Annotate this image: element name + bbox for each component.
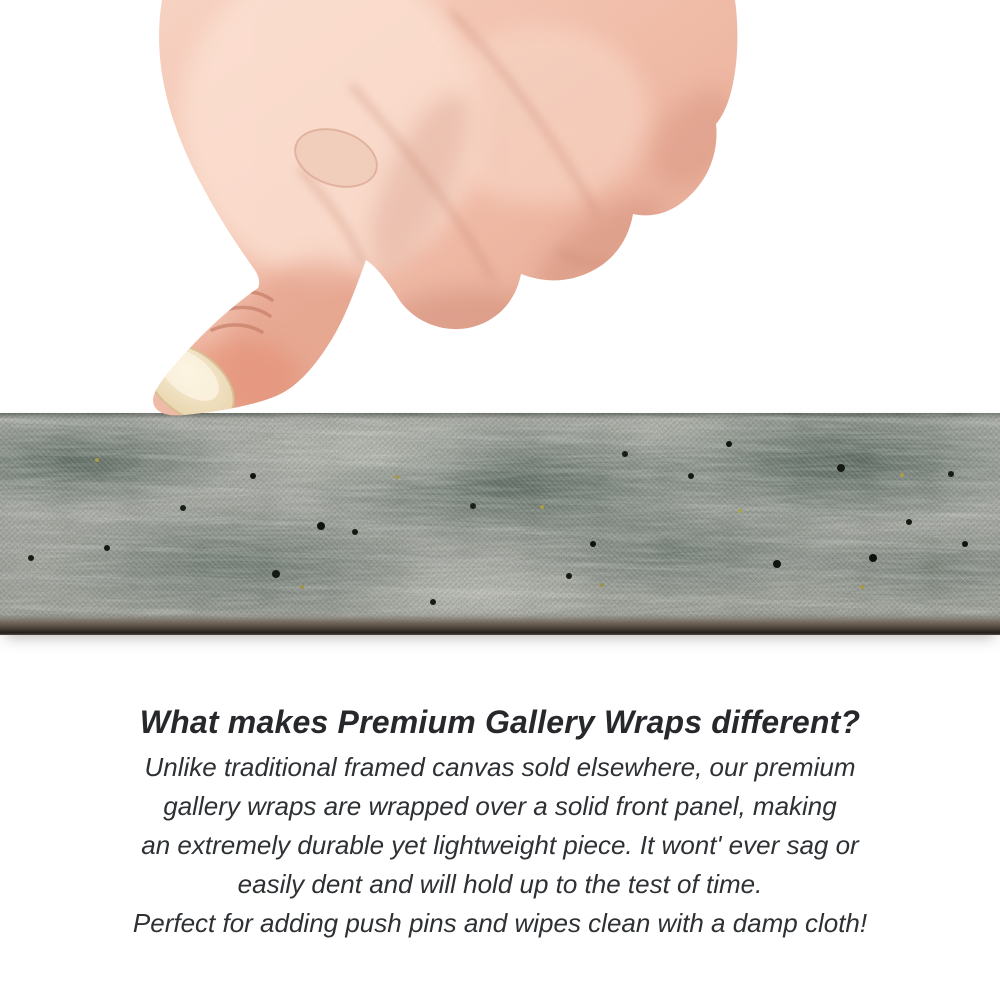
hand-photo	[0, 0, 1000, 420]
caption-line-5: Perfect for adding push pins and wipes clean with a damp cloth!	[132, 908, 868, 938]
canvas-weave-texture	[0, 413, 1000, 635]
caption-heading: What makes Premium Gallery Wraps different?	[139, 704, 861, 740]
caption-block	[0, 700, 1000, 943]
canvas-under-edge	[0, 613, 1000, 635]
caption-line-4: easily dent and will hold up to the test of time.	[237, 869, 763, 899]
caption-line-1: Unlike traditional framed canvas sold elsewhere, our premium	[144, 752, 856, 782]
caption-line-3: an extremely durable yet lightweight piece. It wont' ever sag or	[141, 830, 859, 860]
caption-line-2: gallery wraps are wrapped over a solid front panel, making	[163, 791, 837, 821]
canvas-strip	[0, 413, 1000, 635]
